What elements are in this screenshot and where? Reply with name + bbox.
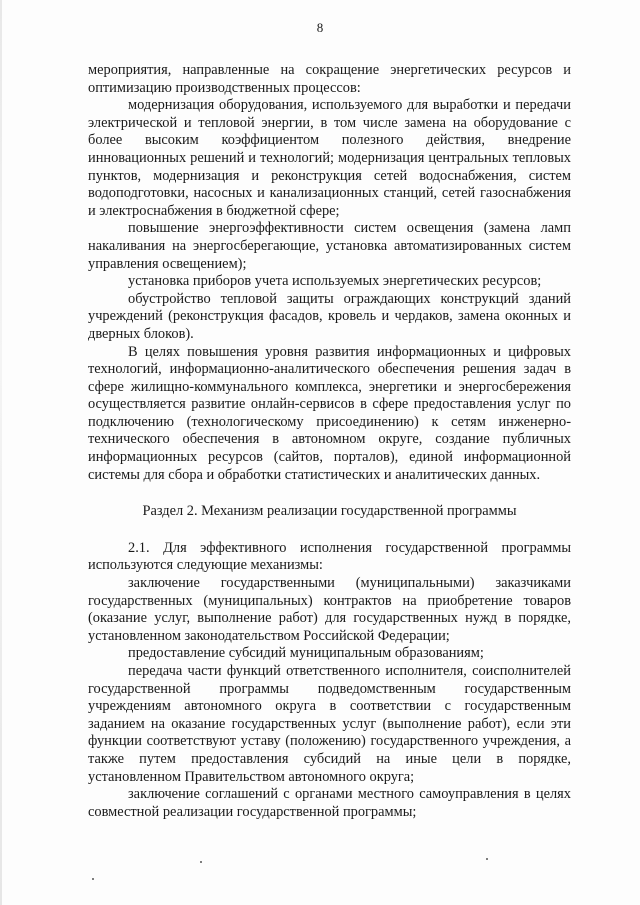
paragraph-mechanisms-intro: 2.1. Для эффективного исполнения государственной программы используются следующие механизмы: [88,539,571,574]
paragraph-agreements: заключение соглашений с органами местного самоуправления в целях совместной реализации государственной программы; [88,786,571,820]
paragraph-thermal-protection: обустройство тепловой защиты ограждающих конструкций зданий учреждений (реконструкция фасадов, кровель и чердаков, замена оконных и дверных блоков). [88,290,571,342]
document-body [88,62,571,821]
scan-edge-shadow [0,0,2,905]
scan-speck [200,861,202,863]
paragraph-measures-intro: мероприятия, направленные на сокращение энергетических ресурсов и оптимизацию производственных процессов: [88,62,571,96]
paragraph-lighting-efficiency: повышение энергоэффективности систем освещения (замена ламп накаливания на энергосберегающие, установка автоматизированных систем управления освещением); [88,220,571,272]
scan-speck [486,858,488,860]
section-heading: Раздел 2. Механизм реализации государственной программы [142,503,517,520]
scan-speck [92,878,94,880]
page-number: 8 [316,20,324,35]
paragraph-delegation-functions: передача части функций ответственного исполнителя, соисполнителей государственной программы подведомственным государственным учреждениям автономного округа в соответствии с государственным заданием на оказание государственных услуг (выполнение работ), если эти функции соответствуют уставу (положению) государственного учреждения, а также путем предоставления субсидий на иные цели в порядке, установленном Правительством автономного округа; [88,663,571,785]
paragraph-subsidies: предоставление субсидий муниципальным образованиям; [128,645,484,662]
paragraph-contracts: заключение государственными (муниципальными) заказчиками государственных (муниципальных) контрактов на приобретение товаров (оказание услуг, выполнение работ) для государственных нужд в порядке, установленном законодательством Российской Федерации; [88,575,571,644]
paragraph-digital-technologies: В целях повышения уровня развития информационных и цифровых технологий, информационно-аналитического обеспечения решения задач в сфере жилищно-коммунального комплекса, энергетики и энергосбережения осуществляется развитие онлайн-сервисов в сфере предоставления услуг по подключению (технологическому присоединению) к сетям инженерно-технического обеспечения в автономном округе, создание публичных информационных ресурсов (сайтов, порталов), единой информационной системы для сбора и обработки статистических и аналитических данных. [88,343,571,483]
paragraph-metering-devices: установка приборов учета используемых энергетических ресурсов; [128,273,542,290]
paragraph-equipment-modernization: модернизация оборудования, используемого для выработки и передачи электрической и тепловой энергии, в том числе замена на оборудование с более высоким коэффициентом полезного действия, внедрение инновационных решений и технологий; модернизация центральных тепловых пунктов, модернизация и реконструкция сетей водоснабжения, систем водоподготовки, насосных и канализационных станций, сетей газоснабжения и электроснабжения в бюджетной сфере; [88,97,571,219]
